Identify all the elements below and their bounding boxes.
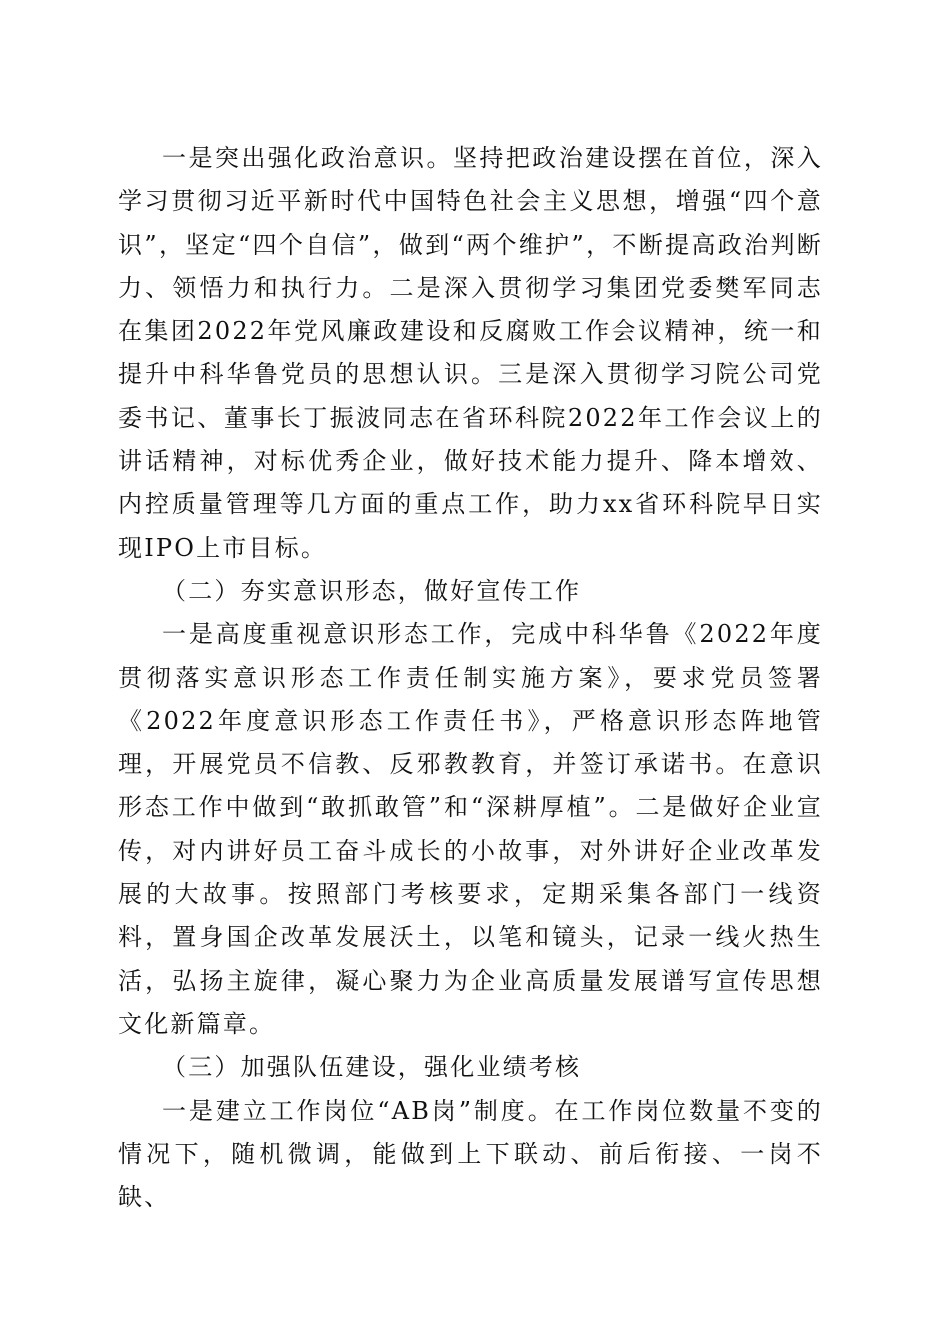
paragraph-political-awareness: 一是突出强化政治意识。坚持把政治建设摆在首位，深入学习贯彻习近平新时代中国特色社会主义思想，增强“四个意识”，坚定“四个自信”，做到“两个维护”，不断提高政治判断力、领悟力和执行力。二是深入贯彻学习集团党委樊军同志在集团2022年党风廉政建设和反腐败工作会议精神，统一和提升中科华鲁党员的思想认识。三是深入贯彻学习院公司党委书记、董事长丁振波同志在省环科院2022年工作会议上的讲话精神，对标优秀企业，做好技术能力提升、降本增效、内控质量管理等几方面的重点工作，助力xx省环科院早日实现IPO上市目标。: [118, 144, 823, 562]
section-heading-ideology: （二）夯实意识形态，做好宣传工作: [162, 576, 582, 605]
document-body: [118, 137, 823, 1219]
paragraph-ideology-work: 一是高度重视意识形态工作，完成中科华鲁《2022年度贯彻落实意识形态工作责任制实施方案》，要求党员签署《2022年度意识形态工作责任书》，严格意识形态阵地管理，开展党员不信教、反邪教教育，并签订承诺书。在意识形态工作中做到“敢抓敢管”和“深耕厚植”。二是做好企业宣传，对内讲好员工奋斗成长的小故事，对外讲好企业改革发展的大故事。按照部门考核要求，定期采集各部门一线资料，置身国企改革发展沃土，以笔和镜头，记录一线火热生活，弘扬主旋律，凝心聚力为企业高质量发展谱写宣传思想文化新篇章。: [118, 620, 823, 1038]
paragraph-ab-post-system: 一是建立工作岗位“AB岗”制度。在工作岗位数量不变的情况下，随机微调，能做到上下联动、前后衔接、一岗不缺、: [118, 1096, 823, 1212]
section-heading-team-building: （三）加强队伍建设，强化业绩考核: [162, 1053, 582, 1082]
